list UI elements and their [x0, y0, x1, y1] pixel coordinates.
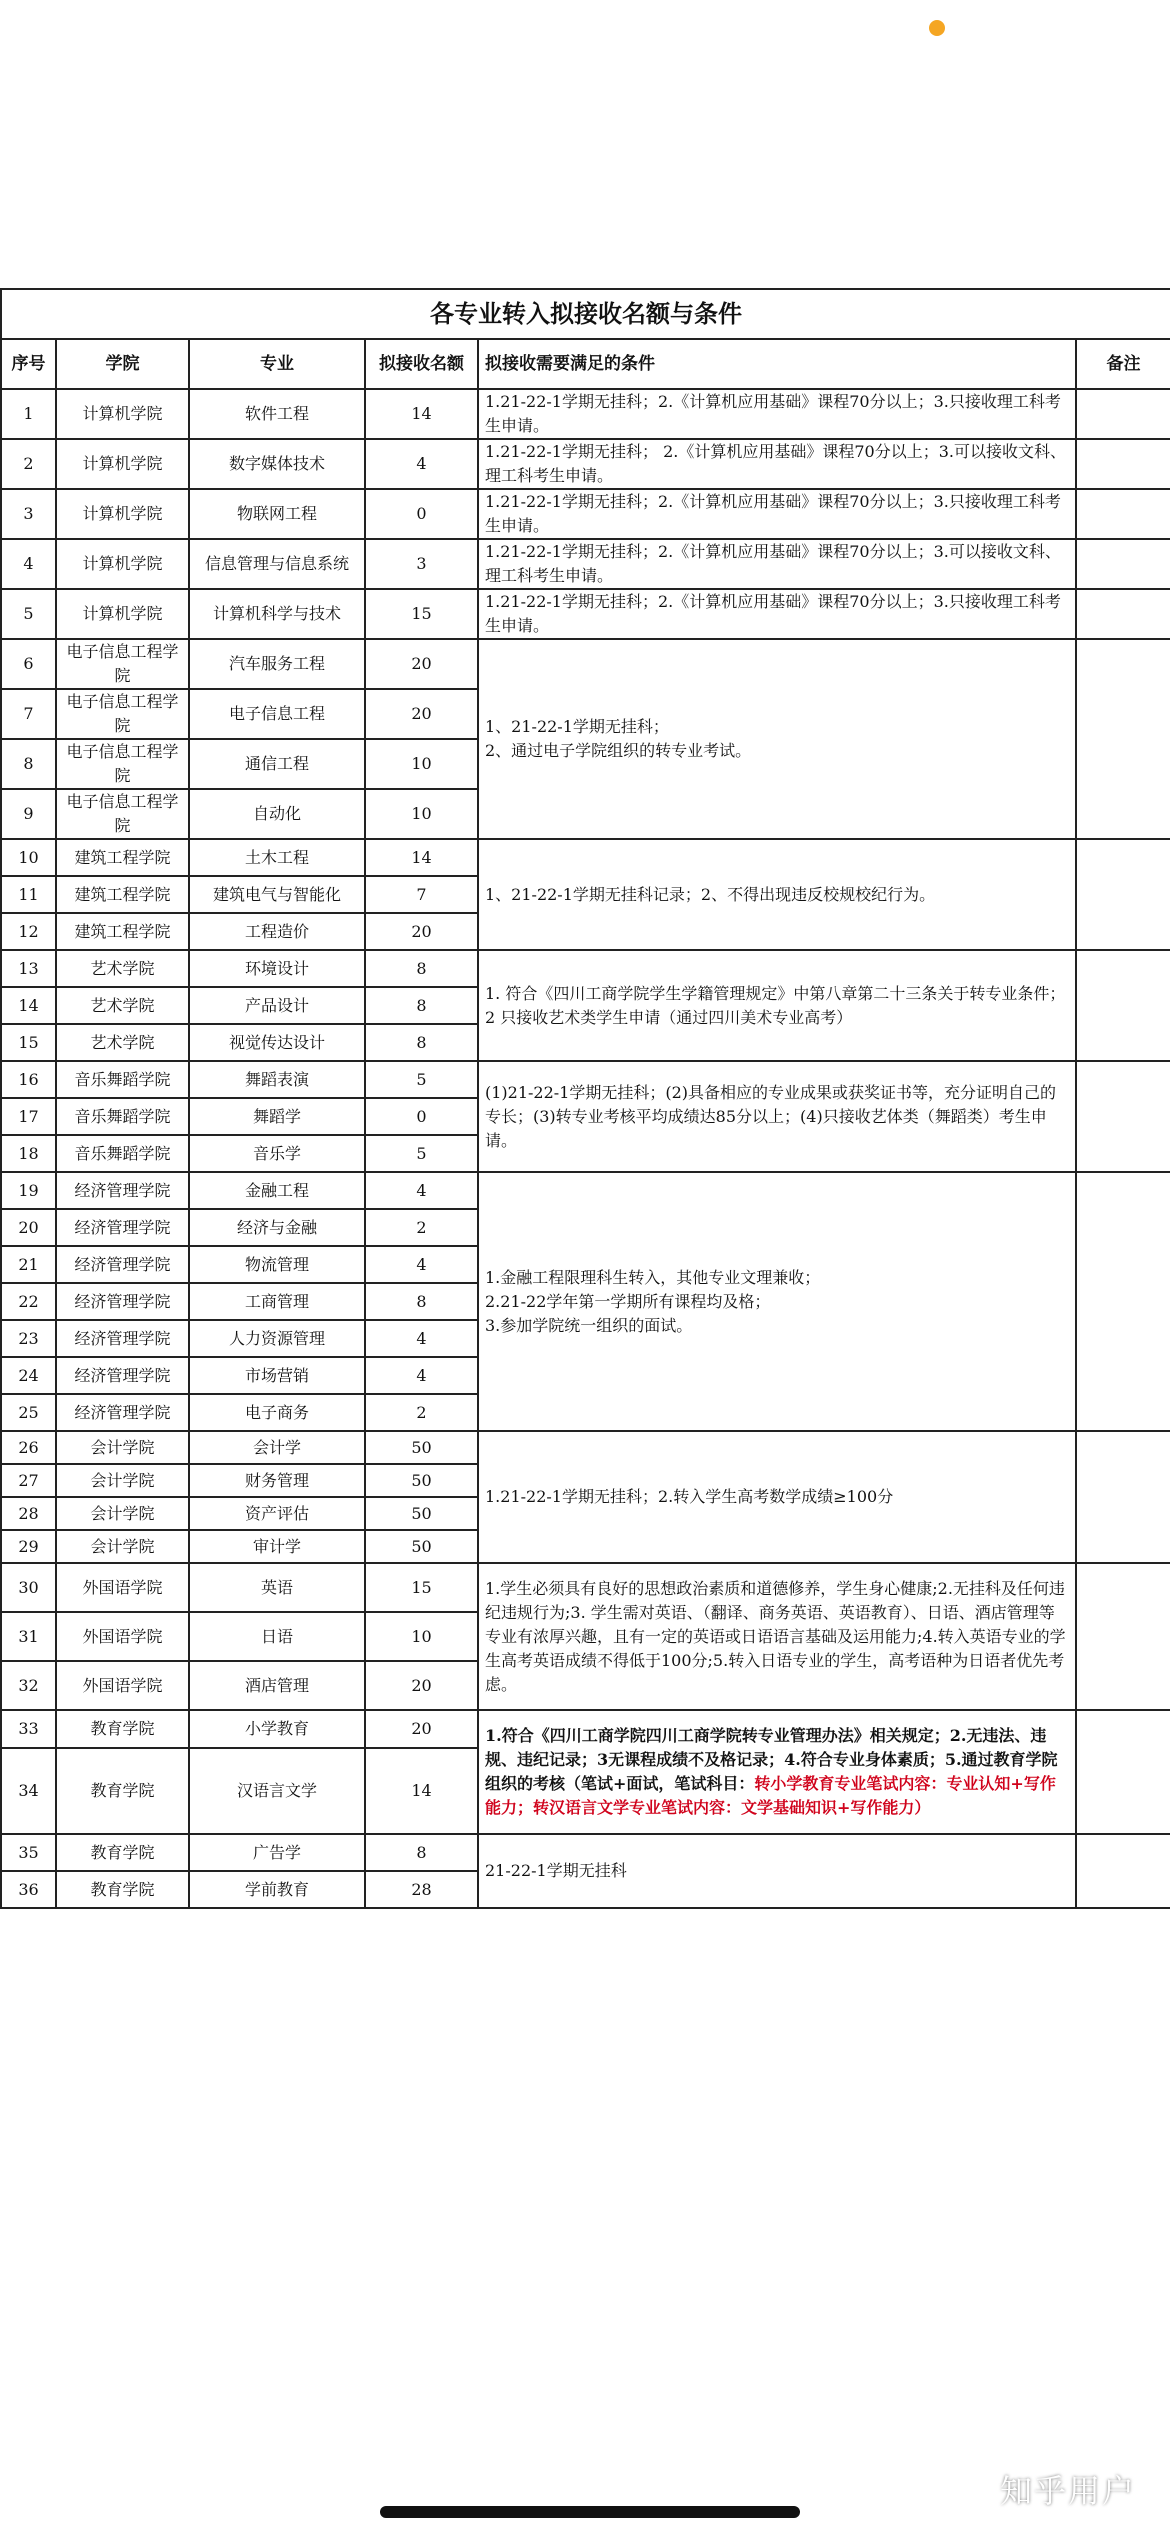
cell-remarks	[1076, 589, 1170, 639]
cell-college: 经济管理学院	[56, 1283, 189, 1320]
cell-remarks	[1076, 1172, 1170, 1431]
cell-college: 经济管理学院	[56, 1172, 189, 1209]
cell-quota: 2	[365, 1394, 478, 1431]
cell-college: 计算机学院	[56, 489, 189, 539]
cell-no: 11	[1, 876, 56, 913]
cell-no: 6	[1, 639, 56, 689]
cell-remarks	[1076, 539, 1170, 589]
cell-major: 建筑电气与智能化	[189, 876, 365, 913]
table-row	[1, 1431, 1170, 1464]
cell-major: 软件工程	[189, 389, 365, 439]
cell-quota: 4	[365, 1357, 478, 1394]
header-conditions: 拟接收需要满足的条件	[478, 339, 1076, 389]
cell-major: 物联网工程	[189, 489, 365, 539]
cell-no: 25	[1, 1394, 56, 1431]
cell-college: 艺术学院	[56, 987, 189, 1024]
table-row	[1, 1563, 1170, 1612]
cell-quota: 3	[365, 539, 478, 589]
cell-college: 经济管理学院	[56, 1320, 189, 1357]
table-row	[1, 439, 1170, 489]
cell-no: 1	[1, 389, 56, 439]
table-row	[1, 539, 1170, 589]
table-row	[1, 489, 1170, 539]
cell-conditions: 1.金融工程限理科生转入，其他专业文理兼收； 2.21-22学年第一学期所有课程均及格； 3.参加学院统一组织的面试。	[478, 1172, 1076, 1431]
cell-major: 舞蹈表演	[189, 1061, 365, 1098]
cell-major: 土木工程	[189, 839, 365, 876]
cell-no: 35	[1, 1834, 56, 1871]
cell-no: 28	[1, 1497, 56, 1530]
cell-quota: 8	[365, 1283, 478, 1320]
cell-remarks	[1076, 1834, 1170, 1908]
cell-college: 艺术学院	[56, 950, 189, 987]
cell-major: 资产评估	[189, 1497, 365, 1530]
cell-no: 19	[1, 1172, 56, 1209]
cell-quota: 2	[365, 1209, 478, 1246]
cell-college: 音乐舞蹈学院	[56, 1135, 189, 1172]
cell-college: 外国语学院	[56, 1612, 189, 1661]
cell-conditions: 1.21-22-1学期无挂科；2.《计算机应用基础》课程70分以上；3.只接收理工科考生申请。	[478, 389, 1076, 439]
cell-college: 经济管理学院	[56, 1357, 189, 1394]
cell-major: 经济与金融	[189, 1209, 365, 1246]
cell-quota: 10	[365, 739, 478, 789]
cell-conditions: 1.21-22-1学期无挂科；2.转入学生高考数学成绩≥100分	[478, 1431, 1076, 1563]
cell-quota: 50	[365, 1431, 478, 1464]
cell-college: 外国语学院	[56, 1563, 189, 1612]
cell-no: 34	[1, 1748, 56, 1834]
cell-remarks	[1076, 639, 1170, 839]
cell-no: 14	[1, 987, 56, 1024]
table-body	[1, 389, 1170, 1908]
cell-remarks	[1076, 489, 1170, 539]
cell-major: 自动化	[189, 789, 365, 839]
cell-no: 27	[1, 1464, 56, 1497]
cell-conditions	[478, 1710, 1076, 1834]
cell-remarks	[1076, 1563, 1170, 1710]
cell-remarks	[1076, 839, 1170, 950]
table-row	[1, 839, 1170, 876]
cell-major: 汽车服务工程	[189, 639, 365, 689]
cell-quota: 0	[365, 489, 478, 539]
cell-quota: 50	[365, 1530, 478, 1563]
cell-college: 外国语学院	[56, 1661, 189, 1710]
cell-no: 21	[1, 1246, 56, 1283]
cell-conditions: 1.21-22-1学期无挂科；2.《计算机应用基础》课程70分以上；3.只接收理工科考生申请。	[478, 489, 1076, 539]
cell-quota: 10	[365, 1612, 478, 1661]
conditions-education-text: 1.符合《四川工商学院四川工商学院转专业管理办法》相关规定；2.无违法、违规、违纪记录；3无课程成绩不及格记录；4.符合专业身体素质；5.通过教育学院组织的考核（笔试+面试，笔试科目：	[485, 1726, 1058, 1793]
cell-college: 教育学院	[56, 1748, 189, 1834]
cell-major: 环境设计	[189, 950, 365, 987]
cell-quota: 20	[365, 639, 478, 689]
cell-major: 工程造价	[189, 913, 365, 950]
cell-college: 电子信息工程学院	[56, 739, 189, 789]
cell-quota: 4	[365, 1172, 478, 1209]
cell-college: 教育学院	[56, 1834, 189, 1871]
cell-major: 工商管理	[189, 1283, 365, 1320]
table-row	[1, 1061, 1170, 1098]
cell-major: 音乐学	[189, 1135, 365, 1172]
cell-quota: 14	[365, 1748, 478, 1834]
cell-no: 15	[1, 1024, 56, 1061]
cell-no: 16	[1, 1061, 56, 1098]
cell-major: 通信工程	[189, 739, 365, 789]
cell-college: 电子信息工程学院	[56, 639, 189, 689]
cell-no: 2	[1, 439, 56, 489]
cell-college: 会计学院	[56, 1530, 189, 1563]
cell-no: 23	[1, 1320, 56, 1357]
cell-college: 电子信息工程学院	[56, 789, 189, 839]
cell-remarks	[1076, 439, 1170, 489]
cell-remarks	[1076, 1061, 1170, 1172]
cell-college: 经济管理学院	[56, 1246, 189, 1283]
cell-conditions: 1.21-22-1学期无挂科； 2.《计算机应用基础》课程70分以上；3.可以接收文科、理工科考生申请。	[478, 439, 1076, 489]
cell-remarks	[1076, 1431, 1170, 1563]
cell-major: 电子商务	[189, 1394, 365, 1431]
cell-no: 31	[1, 1612, 56, 1661]
table-title: 各专业转入拟接收名额与条件	[1, 289, 1170, 339]
cell-major: 汉语言文学	[189, 1748, 365, 1834]
cell-college: 经济管理学院	[56, 1394, 189, 1431]
cell-quota: 5	[365, 1061, 478, 1098]
cell-no: 36	[1, 1871, 56, 1908]
cell-no: 18	[1, 1135, 56, 1172]
cell-no: 8	[1, 739, 56, 789]
cell-major: 酒店管理	[189, 1661, 365, 1710]
cell-quota: 28	[365, 1871, 478, 1908]
cell-no: 20	[1, 1209, 56, 1246]
cell-major: 市场营销	[189, 1357, 365, 1394]
table-row	[1, 1834, 1170, 1871]
cell-quota: 0	[365, 1098, 478, 1135]
cell-major: 物流管理	[189, 1246, 365, 1283]
table-row	[1, 1172, 1170, 1209]
status-indicator-dot	[929, 20, 945, 36]
cell-major: 小学教育	[189, 1710, 365, 1748]
cell-college: 建筑工程学院	[56, 839, 189, 876]
cell-quota: 14	[365, 839, 478, 876]
cell-college: 会计学院	[56, 1431, 189, 1464]
cell-major: 信息管理与信息系统	[189, 539, 365, 589]
cell-no: 12	[1, 913, 56, 950]
cell-remarks	[1076, 389, 1170, 439]
cell-college: 计算机学院	[56, 389, 189, 439]
cell-conditions: 1. 符合《四川工商学院学生学籍管理规定》中第八章第二十三条关于转专业条件；2 只接收艺术类学生申请（通过四川美术专业高考）	[478, 950, 1076, 1061]
cell-college: 计算机学院	[56, 439, 189, 489]
cell-quota: 50	[365, 1497, 478, 1530]
cell-no: 26	[1, 1431, 56, 1464]
cell-college: 建筑工程学院	[56, 876, 189, 913]
cell-no: 17	[1, 1098, 56, 1135]
cell-major: 英语	[189, 1563, 365, 1612]
cell-college: 经济管理学院	[56, 1209, 189, 1246]
cell-major: 人力资源管理	[189, 1320, 365, 1357]
transfer-quota-table	[0, 288, 1170, 1909]
cell-college: 教育学院	[56, 1871, 189, 1908]
cell-conditions: (1)21-22-1学期无挂科；(2)具备相应的专业成果或获奖证书等，充分证明自己的专长；(3)转专业考核平均成绩达85分以上；(4)只接收艺体类（舞蹈类）考生申请。	[478, 1061, 1076, 1172]
cell-major: 舞蹈学	[189, 1098, 365, 1135]
cell-major: 审计学	[189, 1530, 365, 1563]
conditions-education-exam-text: 转小学教育专业笔试内容：专业认知+写作能力；转汉语言文学专业笔试内容：文学基础知识+写作能力）	[485, 1774, 1056, 1817]
header-remarks: 备注	[1076, 339, 1170, 389]
cell-quota: 15	[365, 1563, 478, 1612]
cell-quota: 8	[365, 950, 478, 987]
cell-major: 视觉传达设计	[189, 1024, 365, 1061]
table-row	[1, 389, 1170, 439]
cell-quota: 20	[365, 1710, 478, 1748]
cell-conditions: 1、21-22-1学期无挂科； 2、通过电子学院组织的转专业考试。	[478, 639, 1076, 839]
cell-no: 10	[1, 839, 56, 876]
cell-quota: 14	[365, 389, 478, 439]
cell-no: 13	[1, 950, 56, 987]
table-row	[1, 950, 1170, 987]
cell-no: 3	[1, 489, 56, 539]
home-indicator[interactable]	[380, 2506, 800, 2518]
cell-no: 7	[1, 689, 56, 739]
cell-college: 建筑工程学院	[56, 913, 189, 950]
cell-major: 会计学	[189, 1431, 365, 1464]
cell-no: 22	[1, 1283, 56, 1320]
cell-college: 计算机学院	[56, 539, 189, 589]
cell-college: 艺术学院	[56, 1024, 189, 1061]
cell-no: 33	[1, 1710, 56, 1748]
header-major: 专业	[189, 339, 365, 389]
cell-college: 会计学院	[56, 1464, 189, 1497]
cell-conditions: 1、21-22-1学期无挂科记录；2、不得出现违反校规校纪行为。	[478, 839, 1076, 950]
cell-quota: 20	[365, 1661, 478, 1710]
cell-quota: 8	[365, 1834, 478, 1871]
cell-conditions: 1.21-22-1学期无挂科；2.《计算机应用基础》课程70分以上；3.只接收理工科考生申请。	[478, 589, 1076, 639]
cell-conditions: 1.21-22-1学期无挂科；2.《计算机应用基础》课程70分以上；3.可以接收文科、理工科考生申请。	[478, 539, 1076, 589]
cell-major: 财务管理	[189, 1464, 365, 1497]
cell-conditions: 21-22-1学期无挂科	[478, 1834, 1076, 1908]
header-college: 学院	[56, 339, 189, 389]
table-row	[1, 589, 1170, 639]
cell-no: 5	[1, 589, 56, 639]
header-row	[1, 339, 1170, 389]
cell-college: 计算机学院	[56, 589, 189, 639]
table-row	[1, 1710, 1170, 1748]
cell-no: 30	[1, 1563, 56, 1612]
cell-college: 音乐舞蹈学院	[56, 1061, 189, 1098]
cell-college: 会计学院	[56, 1497, 189, 1530]
cell-quota: 7	[365, 876, 478, 913]
cell-no: 4	[1, 539, 56, 589]
cell-no: 32	[1, 1661, 56, 1710]
cell-major: 金融工程	[189, 1172, 365, 1209]
cell-quota: 4	[365, 1246, 478, 1283]
cell-quota: 20	[365, 689, 478, 739]
watermark-text: 知乎用户	[1000, 2472, 1137, 2510]
cell-college: 教育学院	[56, 1710, 189, 1748]
header-no: 序号	[1, 339, 56, 389]
table-row	[1, 639, 1170, 689]
cell-quota: 5	[365, 1135, 478, 1172]
cell-quota: 8	[365, 1024, 478, 1061]
cell-quota: 20	[365, 913, 478, 950]
cell-quota: 8	[365, 987, 478, 1024]
cell-college: 电子信息工程学院	[56, 689, 189, 739]
cell-quota: 50	[365, 1464, 478, 1497]
cell-major: 计算机科学与技术	[189, 589, 365, 639]
cell-no: 29	[1, 1530, 56, 1563]
cell-remarks	[1076, 950, 1170, 1061]
header-quota: 拟接收名额	[365, 339, 478, 389]
cell-quota: 15	[365, 589, 478, 639]
cell-quota: 4	[365, 1320, 478, 1357]
cell-major: 日语	[189, 1612, 365, 1661]
cell-college: 音乐舞蹈学院	[56, 1098, 189, 1135]
cell-major: 广告学	[189, 1834, 365, 1871]
cell-remarks	[1076, 1710, 1170, 1834]
cell-major: 数字媒体技术	[189, 439, 365, 489]
cell-major: 产品设计	[189, 987, 365, 1024]
cell-quota: 10	[365, 789, 478, 839]
cell-quota: 4	[365, 439, 478, 489]
cell-no: 9	[1, 789, 56, 839]
cell-major: 学前教育	[189, 1871, 365, 1908]
cell-conditions: 1.学生必须具有良好的思想政治素质和道德修养，学生身心健康;2.无挂科及任何违纪违规行为;3. 学生需对英语、（翻译、商务英语、英语教育）、日语、酒店管理等专业有浓厚兴趣，且有一定的英语或日语语言基础及运用能力;4.转入英语专业的学生高考英语成绩不得低于100分;5.转入日语专业的学生，高考语种为日语者优先考虑。	[478, 1563, 1076, 1710]
cell-no: 24	[1, 1357, 56, 1394]
cell-major: 电子信息工程	[189, 689, 365, 739]
